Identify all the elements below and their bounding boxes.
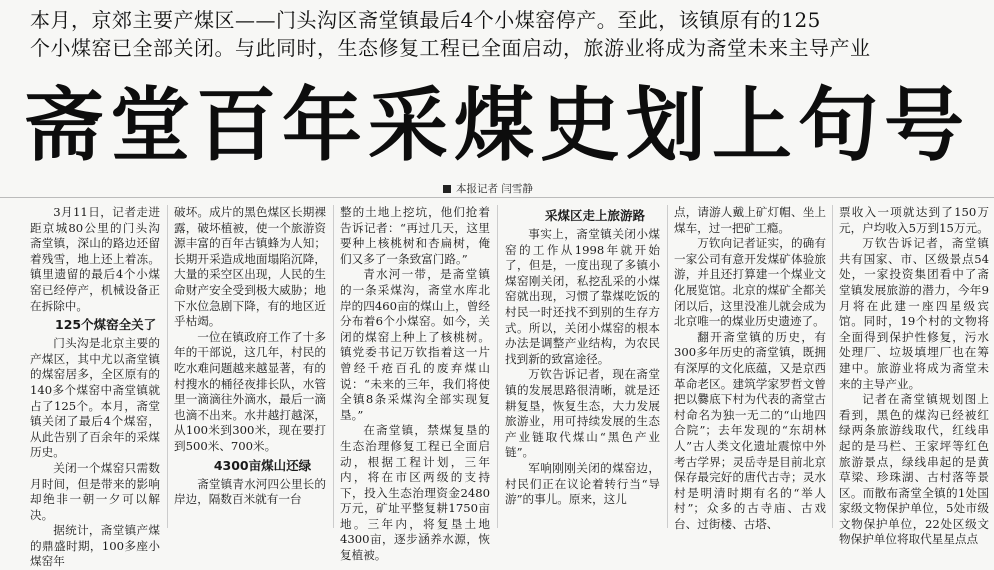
col2-paragraph-1: 破坏。成片的黑色煤区长期裸露，破坏植被，使一个旅游资源丰富的百年古镇蜂为人知；长期开采造成地面塌陷沉降，大量的采空区出现，人民的生命财产安全受到极大威胁；地下水位急剧下降，有的地区近乎枯竭。 [174, 205, 326, 329]
headline: 斋堂百年采煤史划上句号 [24, 79, 970, 172]
col3-paragraph-2: 青水河一带，是斋堂镇的一条采煤沟，斋堂水库北岸的四460亩的煤山上，曾经分布着6个小煤窑。如今，关闭的煤窑上种上了核桃树。镇党委书记万钦指着这一片曾经千疮百孔的废弃煤山说：“未来的三年，我们将使全镇8条采煤沟全部实现复垦。” [340, 267, 490, 422]
article-column-1 [30, 205, 160, 569]
col4-subheading: 采煤区走上旅游路 [544, 208, 645, 223]
col2-paragraph-2: 一位在镇政府工作了十多年的干部说，这几年，村民的吃水难问题越来越显著，有的村搜水的桶径夜排长队，水管里一滴滴往外滴水，最后一滴也滴不出来。水井越打越深，从100米到300米，现在要打到500米、700米。 [174, 329, 326, 453]
col2-paragraph-3: 斋堂镇青水河四公里长的岸边，隔数百米就有一台 [174, 476, 326, 507]
col2-subheading: 4300亩煤山还绿 [213, 457, 312, 473]
col4-paragraph-3: 军响刚刚关闭的煤窑边，村民们正在议论着转行当“导游”的事儿。原来，这儿 [505, 460, 660, 507]
article-column-5 [674, 205, 826, 531]
col1-paragraph-1: 3月11日，记者走进距京城80公里的门头沟斋堂镇，深山的路边还留着残雪，地上还上着冻。镇里遗留的最后4个小煤窑已经停产，机械设备正在拆除中。 [30, 205, 160, 313]
col1-paragraph-2: 门头沟是北京主要的产煤区，其中尤以斋堂镇的煤窑居多，全区原有的140多个煤窑中斋堂镇就占了125个。本月，斋堂镇关闭了最后4个煤窑，从此告别了百余年的采煤历史。 [30, 336, 160, 460]
article-column-2 [174, 205, 326, 528]
col1-paragraph-4: 据统计，斋堂镇产煤的鼎盛时期，100多座小煤窑年 [30, 523, 160, 569]
col5-paragraph-3: 翻开斋堂镇的历史，有300多年历史的斋堂镇，既拥有深厚的文化底蕴，又是京西革命老区。建筑学家罗哲文曾把以爨底下村为代表的斋堂古村命名为独一无二的“山地四合院”；去年发现的“东胡林人”古人类文化遗址震惊中外考古学界；灵岳寺是目前北京保存最完好的唐代古寺；灵水村是明清时期有名的“举人村”；众多的古寺庙、古戏台、过街楼、古塔、 [674, 329, 826, 531]
lead-paragraph [30, 6, 980, 62]
col3-paragraph-3: 在斋堂镇，禁煤复垦的生态治理修复工程已全面启动，根据工程计划，三年内，将在市区两级的支持下，投入生态治理资金2480万元，矿址平整复耕1750亩地。三年内，将复垦土地4300亩，逐步涵养水源，恢复植被。 [340, 423, 490, 563]
article-column-6 [839, 205, 989, 547]
header-rule [0, 197, 994, 198]
column-divider [832, 205, 833, 528]
article-column-4 [505, 205, 660, 528]
col1-subheading: 125个煤窑全关了 [55, 317, 157, 333]
byline [443, 181, 533, 196]
byline-square-icon [443, 185, 451, 193]
byline-text: 本报记者 闫雪静 [456, 183, 533, 195]
col5-paragraph-2: 万钦向记者证实，的确有一家公司有意开发煤矿体验旅游，并且还打算建一个煤业文化展览馆。北京的煤矿全都关闭以后，这里没准儿就会成为北京唯一的煤业历史遗迹了。 [674, 236, 826, 329]
col6-paragraph-2: 万钦告诉记者，斋堂镇共有国家、市、区级景点54处，一家投资集团看中了斋堂镇发展旅游的潜力，今年9月将在此建一座四星级宾馆。同时，19个村的文物将全面得到保护性修复，污水处理厂、垃圾填埋厂也在筹建中。旅游业将成为斋堂未来的主导产业。 [839, 236, 989, 391]
col5-paragraph-1: 点，请游人戴上矿灯帽、坐上煤车，过一把矿工瘾。 [674, 205, 826, 235]
col4-paragraph-1: 事实上，斋堂镇关闭小煤窑的工作从1998年就开始了，但是，一度出现了多镇小煤窑刚关闭，私挖乱采的小煤窑就出现，习惯了靠煤吃饭的村民一时还找不到别的生存方式。所以，关闭小煤窑的根本办法是调整产业结构，为农民找到新的致富途径。 [505, 227, 660, 366]
column-divider [667, 205, 668, 528]
column-divider [333, 205, 334, 528]
column-divider [167, 205, 168, 528]
col6-paragraph-3: 记者在斋堂镇规划图上看到，黑色的煤沟已经被红绿两条旅游线取代，红线串起的是马栏、王家坪等红色旅游景点，绿线串起的是黄草梁、珍珠湖、古村落等景区。而散布斋堂全镇的1处国家级文物保护单位，5处市级文物保护单位，22处区级文物保护单位将取代星星点点 [839, 392, 989, 547]
column-divider [497, 205, 498, 528]
article-column-3 [340, 205, 490, 563]
lead-line-1: 本月，京郊主要产煤区——门头沟区斋堂镇最后4个小煤窑停产。至此，该镇原有的125 [30, 8, 821, 32]
col6-paragraph-1: 票收入一项就达到了150万元，户均收入5万到15万元。 [839, 205, 989, 235]
col3-paragraph-1: 整的土地上挖坑，他们抢着告诉记者：“再过几天，这里要种上核桃树和杏扁树，俺们又多了一条致富门路。” [340, 205, 490, 266]
lead-line-2: 个小煤窑已全部关闭。与此同时，生态修复工程已全面启动，旅游业将成为斋堂未来主导产业 [30, 36, 871, 60]
col1-paragraph-3: 关闭一个煤窑只需数月时间，但是带来的影响却绝非一朝一夕可以解决。 [30, 460, 160, 522]
col4-paragraph-2: 万钦告诉记者，现在斋堂镇的发展思路很清晰，就是还耕复垦，恢复生态，大力发展旅游业，用可持续发展的生态产业链取代煤山“黑色产业链”。 [505, 367, 660, 460]
